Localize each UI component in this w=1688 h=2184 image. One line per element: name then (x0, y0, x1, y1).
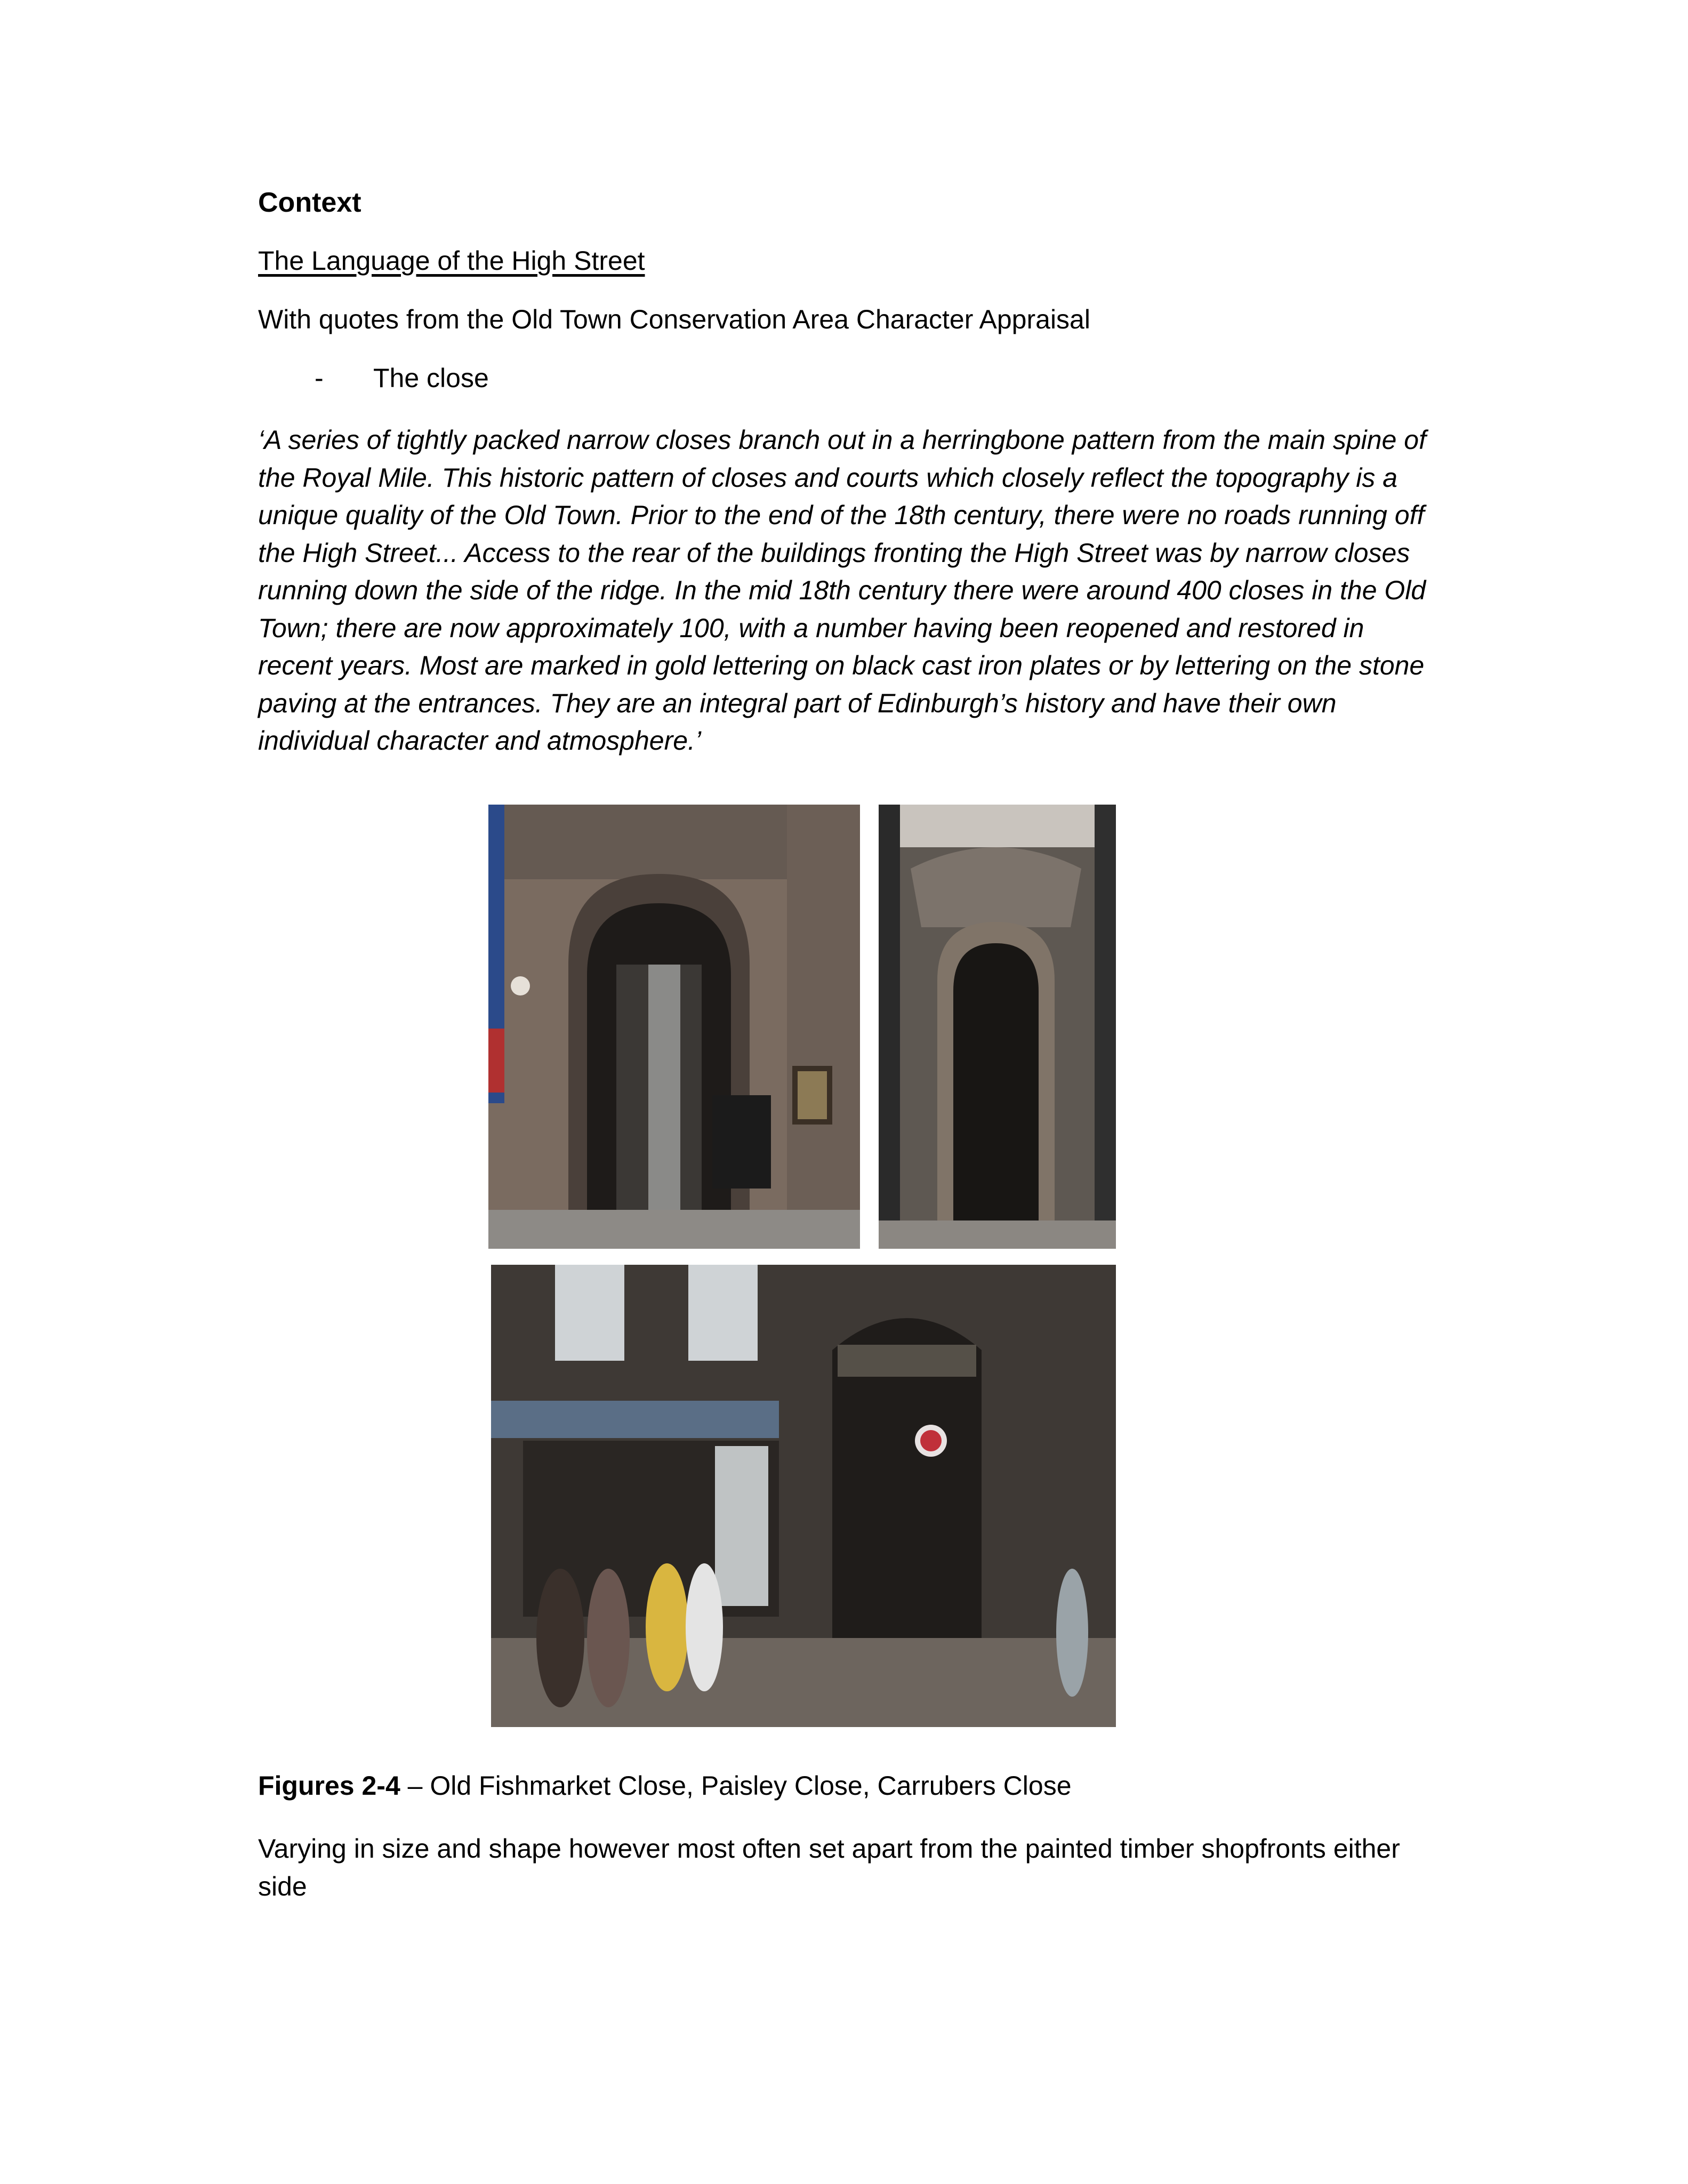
section-subheading: The Language of the High Street (258, 246, 645, 276)
bullet-marker: - (315, 363, 324, 393)
photo-paisley-close (879, 805, 1116, 1249)
bullet-item (315, 363, 489, 394)
bullet-text: The close (373, 363, 489, 393)
intro-text: With quotes from the Old Town Conservation Area Character Appraisal (258, 304, 1090, 334)
caption-label: Figures 2-4 (258, 1771, 400, 1801)
body-paragraph: Varying in size and shape however most often set apart from the painted timber shopfronts either side (258, 1834, 1400, 1901)
section-heading: Context (258, 187, 361, 218)
photo-old-fishmarket-close (488, 805, 860, 1249)
caption-text: – Old Fishmarket Close, Paisley Close, Carrubers Close (400, 1771, 1072, 1801)
photo-carrubers-close (491, 1265, 1116, 1727)
appraisal-quote: ‘A series of tightly packed narrow closes branch out in a herringbone pattern from the main spine of the Royal Mile. This historic pattern of closes and courts which closely reflect the topography is a unique quality of the Old Town. Prior to the end of the 18th century, there were no roads running off the High Street... Access to the rear of the buildings fronting the High Street was by narrow closes running down the side of the ridge. In the mid 18th century there were around 400 closes in the Old Town; there are now approximately 100, with a number having been reopened and restored in recent years. Most are marked in gold lettering on black cast iron plates or by lettering on the stone paving at the entrances. They are an integral part of Edinburgh’s history and have their own individual character and atmosphere.’ (258, 425, 1426, 756)
figure-caption (258, 1770, 1072, 1801)
